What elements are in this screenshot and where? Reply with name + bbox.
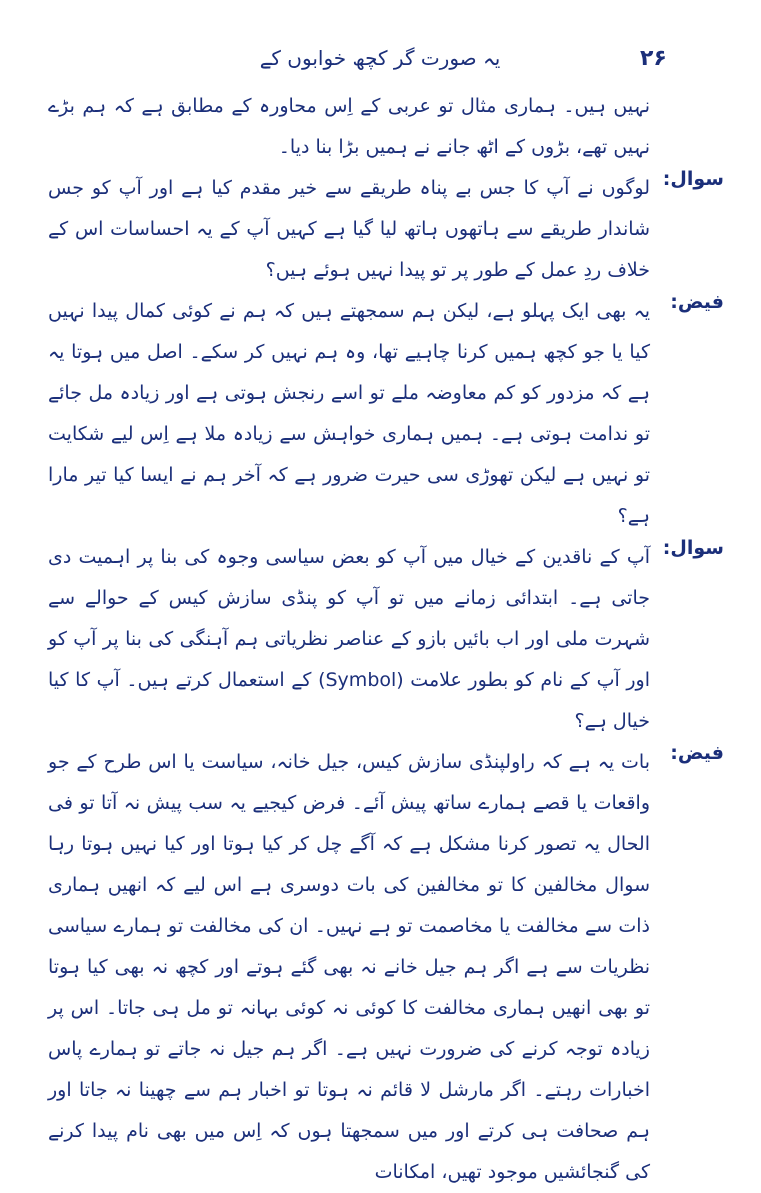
- question-paragraph: آپ کے ناقدین کے خیال میں آپ کو بعض سیاسی وجوہ کی بنا پر اہمیت دی جاتی ہے۔ ابتدائی زمانے میں تو آپ کو پنڈی سازش کیس کے حوالے سے شہرت ملی اور اب بائیں بازو کے عناصر نظریاتی ہم آہنگی کی بنا پر آپ کو اور آپ کے نام کو بطور علامت (Symbol) کے استعمال کرتے ہیں۔ آپ کا کیا خیال ہے؟: [48, 546, 650, 732]
- interview-entry: [48, 742, 724, 1193]
- question-paragraph: لوگوں نے آپ کا جس بے پناہ طریقے سے خیر مقدم کیا ہے اور آپ کو جس شاندار طریقے سے ہاتھوں ہاتھ لیا گیا ہے کہیں آپ کے یہ احساسات اس کے خلاف ردِ عمل کے طور پر تو پیدا نہیں ہوئے ہیں؟: [48, 177, 650, 281]
- answer-paragraph: نہیں ہیں۔ ہماری مثال تو عربی کے اِس محاورہ کے مطابق ہے کہ ہم بڑے نہیں تھے، بڑوں کے اٹھ جانے نے ہمیں بڑا بنا دیا۔: [48, 95, 650, 158]
- answer-paragraph: یہ بھی ایک پہلو ہے، لیکن ہم سمجھتے ہیں کہ ہم نے کوئی کمال پیدا نہیں کیا یا جو کچھ ہمیں کرنا چاہیے تھا، وہ ہم نہیں کر سکے۔ اصل میں ہوتا یہ ہے کہ مزدور کو کم معاوضہ ملے تو اسے رنجش ہوتی ہے اور زیادہ مل جائے تو ندامت ہوتی ہے۔ ہمیں ہماری خواہش سے زیادہ ملا ہے اِس لیے شکایت تو نہیں ہے لیکن تھوڑی سی حیرت ضرور ہے کہ آخر ہم نے ایسا کیا تیر مارا ہے؟: [48, 300, 650, 527]
- speaker-label: فیض:: [670, 291, 724, 313]
- speaker-label: سوال:: [662, 537, 724, 559]
- page-number: ۲۶: [640, 46, 667, 71]
- interview-entry: [48, 537, 724, 742]
- page-header: [0, 40, 761, 76]
- interview-text: [48, 86, 724, 1193]
- interview-entry: [48, 86, 718, 168]
- interview-entry: [48, 291, 724, 537]
- answer-paragraph: بات یہ ہے کہ راولپنڈی سازش کیس، جیل خانہ، سیاست یا اس طرح کے جو واقعات یا قصے ہمارے ساتھ پیش آئے۔ فرض کیجیے یہ سب پیش نہ آتا تو فی الحال یہ تصور کرنا مشکل ہے کہ آگے چل کر کیا ہوتا اور کیا نہیں ہوتا رہا سوال مخالفین کا تو مخالفین کی بات دوسری ہے اس لیے کہ انھیں ہماری ذات سے مخالفت یا مخاصمت تو ہے نہیں۔ ان کی مخالفت تو ہمارے سیاسی نظریات سے ہے اگر ہم جیل خانے نہ بھی گئے ہوتے اور کچھ نہ بھی کیا ہوتا تو بھی انھیں ہماری مخالفت کا کوئی نہ کوئی بہانہ تو مل ہی جاتا۔ اس پر زیادہ توجہ کرنے کی ضرورت نہیں ہے۔ اگر ہم جیل نہ جاتے تو ہمارے پاس اخبارات رہتے۔ اگر مارشل لا قائم نہ ہوتا تو اخبار ہم سے چھینا نہ جاتا اور ہم صحافت ہی کرتے اور میں سمجھتا ہوں کہ اِس میں بھی نام پیدا کرنے کی گنجائشیں موجود تھیں، امکانات: [48, 751, 650, 1183]
- speaker-label: فیض:: [670, 742, 724, 764]
- running-title: یہ صورت گر کچھ خوابوں کے: [259, 46, 501, 70]
- speaker-label: سوال:: [662, 168, 724, 190]
- interview-entry: [48, 168, 724, 291]
